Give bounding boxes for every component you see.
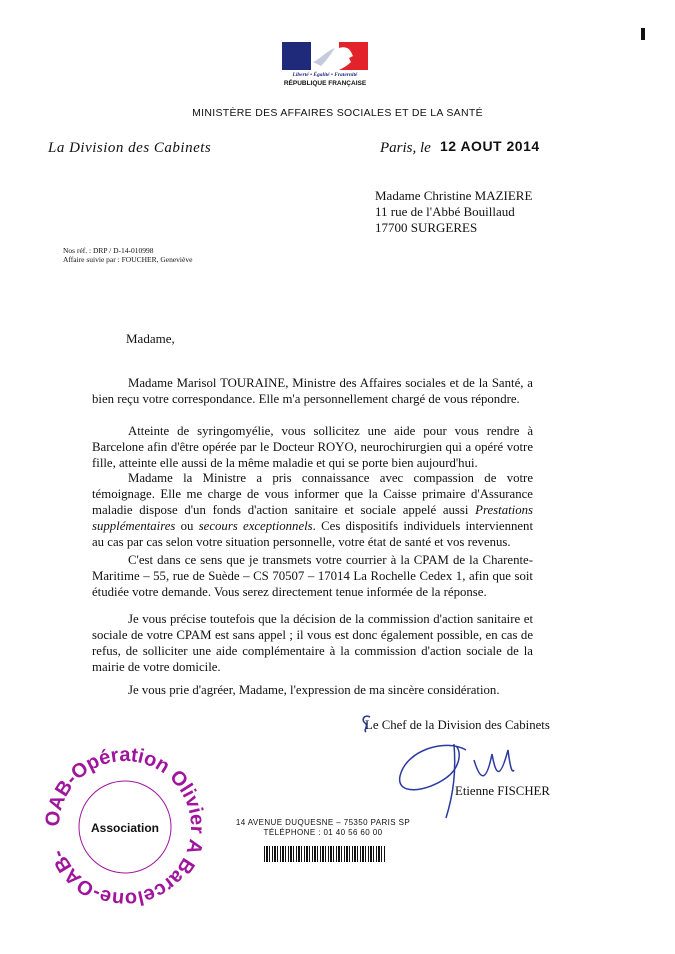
paragraph-3-emphasis-2: secours exceptionnels <box>198 519 313 533</box>
flag-white-band <box>311 42 339 70</box>
signatory-title: Le Chef de la Division des Cabinets <box>365 718 550 732</box>
reference-number: Nos réf. : DRP / D-14-010998 <box>63 246 154 255</box>
paragraph-4: C'est dans ce sens que je transmets votre courrier à la CPAM de la Charente-Maritime – 55, rue de Suède – CS 70507 – 17014 La Rochelle Cedex 1, afin que soit étudiée votre demande. Vous serez directement tenue informée de la réponse. <box>92 553 533 599</box>
flag-red-band <box>339 42 368 70</box>
handwritten-signature <box>396 730 526 820</box>
marianne-face-icon <box>339 42 368 70</box>
division-name: La Division des Cabinets <box>48 140 212 156</box>
salutation: Madame, <box>126 331 175 346</box>
initials-scribble <box>360 714 374 734</box>
reference-followed-by: Affaire suivie par : FOUCHER, Geneviève <box>63 255 193 264</box>
recipient-street: 11 rue de l'Abbé Bouillaud <box>375 204 515 219</box>
letter-place: Paris, le <box>380 140 431 156</box>
letter-references <box>63 246 192 264</box>
paragraph-3-text-c: . Ces dispositifs individuels interviennent au cas par cas selon votre situation personnelle, votre état de santé et vos revenus. <box>92 519 534 549</box>
paragraph-2: Atteinte de syringomyélie, vous sollicitez une aide pour vous rendre à Barcelone afin d'être opérée par le Docteur ROYO, neurochirurgien qui a opéré votre fille, atteinte elle aussi de la même maladie et qui se porte bien aujourd'hui. <box>92 424 533 470</box>
address-street: 14 AVENUE DUQUESNE – 75350 PARIS SP <box>235 818 411 827</box>
page-edge-mark <box>641 28 645 40</box>
marianne-profile-icon <box>311 42 339 70</box>
paragraph-3-text-b: ou <box>175 519 199 533</box>
recipient-name: Madame Christine MAZIERE <box>375 188 533 203</box>
paragraph-3-emphasis-1: Prestations supplémentaires <box>92 503 533 533</box>
recipient-address <box>375 188 532 236</box>
stamp-center-text: Association <box>90 821 160 835</box>
stamp-ring-text: OAB-Opération Olivier A Barcelone-OAB- <box>41 743 209 911</box>
marianne-logo <box>282 42 368 90</box>
republic-motto: Liberté • Égalité • Fraternité <box>292 72 358 78</box>
signatory-name: Etienne FISCHER <box>455 784 550 798</box>
paragraph-3 <box>92 470 533 550</box>
paragraph-1: Madame Marisol TOURAINE, Ministre des Affaires sociales et de la Santé, a bien reçu votre correspondance. Elle m'a personnellement chargé de vous répondre. <box>92 376 533 406</box>
letter-date: 12 AOUT 2014 <box>440 138 540 154</box>
paragraph-3-text-a: Madame la Ministre a pris connaissance avec compassion de votre témoignage. Elle me charge de vous informer que la Caisse primaire d'Assurance maladie dispose d'un fonds d'action sanitaire et sociale appelé aussi <box>92 471 533 517</box>
ministry-name: MINISTÈRE DES AFFAIRES SOCIALES ET DE LA SANTÉ <box>192 107 483 119</box>
recipient-city: 17700 SURGERES <box>375 220 478 235</box>
republic-name: RÉPUBLIQUE FRANÇAISE <box>283 80 367 87</box>
paragraph-5: Je vous précise toutefois que la décision de la commission d'action sanitaire et sociale de votre CPAM est sans appel ; il vous est donc également possible, en cas de refus, de solliciter une aide complémentaire à la commission d'action sociale de la mairie de votre domicile. <box>92 612 533 674</box>
barcode <box>264 846 386 862</box>
association-stamp <box>40 742 210 912</box>
paragraph-6: Je vous prie d'agréer, Madame, l'expression de ma sincère considération. <box>128 683 500 697</box>
ministry-address <box>228 818 418 838</box>
address-phone: TÉLÉPHONE : 01 40 56 60 00 <box>263 828 383 837</box>
flag-blue-band <box>282 42 311 70</box>
